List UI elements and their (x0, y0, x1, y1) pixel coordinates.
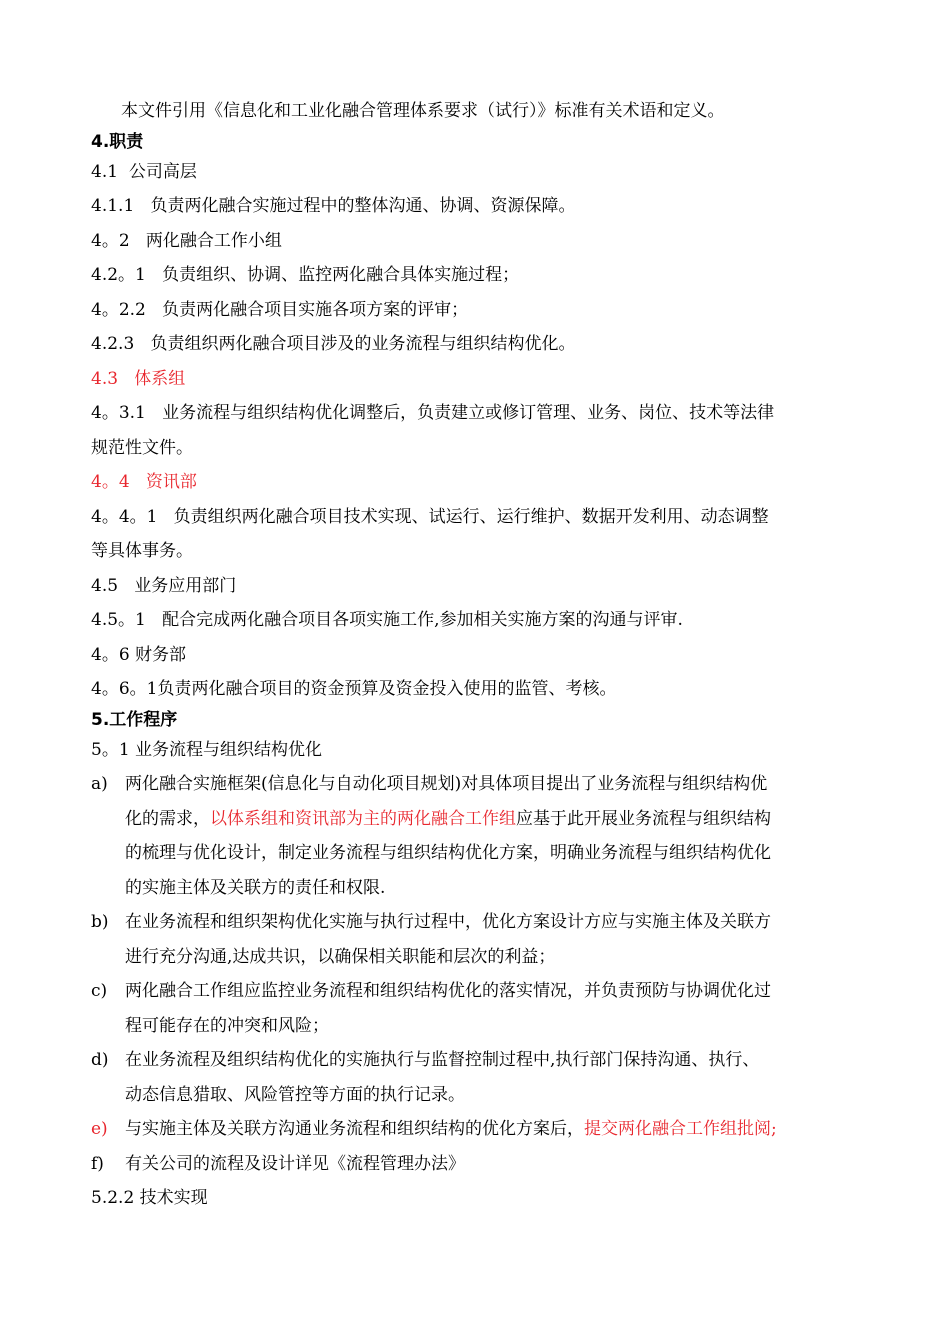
list-item-a: a) 两化融合实施框架(信息化与自动化项目规划)对具体项目提出了业务流程与组织结构优 化的需求，以体系组和资讯部为主的两化融合工作组应基于此开展业务流程与组织结构 的梳理与优化设计，制定业务流程与组织结构优化方案，明确业务流程与组织结构优化 的实施主体及关联方的责任和权限. (91, 774, 771, 898)
list-item-b: b) 在业务流程和组织架构优化实施与执行过程中，优化方案设计方应与实施主体及关联方 进行充分沟通,达成共识，以确保相关职能和层次的利益； (91, 912, 771, 967)
intro-paragraph: 本文件引用《信息化和工业化融合管理体系要求（试行）》标准有关术语和定义。 (121, 101, 725, 121)
list-item-f: f) 有关公司的流程及设计详见《流程管理办法》 (91, 1153, 465, 1174)
clause-5-1: 5。1 业务流程与组织结构优化 (91, 739, 323, 760)
document-page (91, 94, 861, 1216)
clause-4-4: 4。4 资讯部 (91, 472, 197, 492)
list-item-c: c) 两化融合工作组应监控业务流程和组织结构优化的落实情况，并负责预防与协调优化过 程可能存在的冲突和风险； (91, 981, 771, 1036)
list-item-e: e) 与实施主体及关联方沟通业务流程和组织结构的优化方案后，提交两化融合工作组批阅; (91, 1119, 777, 1139)
list-item-d: d) 在业务流程及组织结构优化的实施执行与监督控制过程中,执行部门保持沟通、执行、 动态信息猎取、风险管控等方面的执行记录。 (91, 1050, 760, 1105)
clause-4-2: 4。2 两化融合工作小组 (91, 230, 282, 251)
clause-4-6: 4。6 财务部 (91, 644, 187, 665)
clause-4-1: 4.1 公司高层 (91, 161, 197, 182)
clause-5-2-2: 5.2.2 技术实现 (91, 1188, 208, 1208)
clause-4-2-3: 4.2.3 负责组织两化融合项目涉及的业务流程与组织结构优化。 (91, 334, 576, 354)
clause-4-5: 4.5 业务应用部门 (91, 575, 237, 596)
section-5-heading: 5.工作程序 (91, 709, 178, 730)
section-4-heading: 4.职责 (91, 131, 144, 152)
clause-4-2-2: 4。2.2 负责两化融合项目实施各项方案的评审； (91, 299, 469, 320)
clause-4-2-1: 4.2。1 负责组织、协调、监控两化融合具体实施过程； (91, 265, 520, 285)
clause-4-3: 4.3 体系组 (91, 368, 186, 389)
clause-4-1-1: 4.1.1 负责两化融合实施过程中的整体沟通、协调、资源保障。 (91, 196, 576, 216)
clause-4-4-1-cont: 等具体事务。 (91, 541, 193, 561)
clause-4-3-1: 4。3.1 业务流程与组织结构优化调整后，负责建立或修订管理、业务、岗位、技术等法律 (91, 403, 775, 423)
highlight-submit-review: 提交两化融合工作组批阅; (584, 1119, 777, 1139)
clause-4-5-1: 4.5。1 配合完成两化融合项目各项实施工作,参加相关实施方案的沟通与评审. (91, 610, 683, 630)
clause-4-3-1-cont: 规范性文件。 (91, 437, 193, 458)
highlight-working-group: 以体系组和资讯部为主的两化融合工作组 (210, 808, 516, 829)
clause-4-4-1: 4。4。1 负责组织两化融合项目技术实现、试运行、运行维护、数据开发利用、动态调整 (91, 506, 769, 527)
clause-4-6-1: 4。6。1负责两化融合项目的资金预算及资金投入使用的监管、考核。 (91, 679, 617, 699)
